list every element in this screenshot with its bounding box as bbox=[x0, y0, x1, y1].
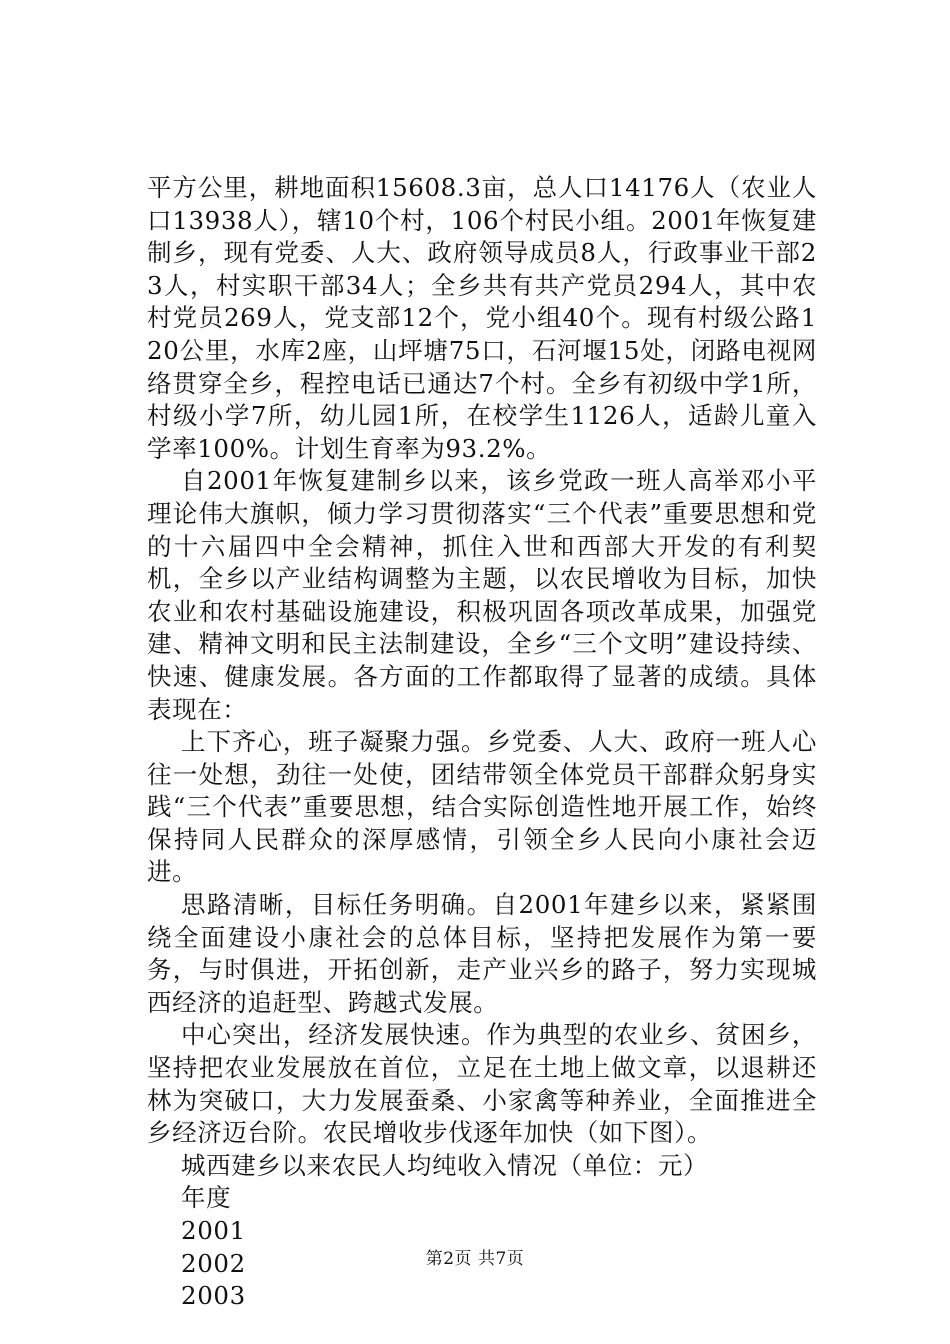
page-footer: 第2页 共7页 bbox=[425, 1249, 525, 1269]
document-body bbox=[147, 172, 817, 1313]
table-caption: 城西建乡以来农民人均纯收入情况（单位：元） bbox=[181, 1150, 709, 1180]
paragraph-unity: 上下齐心，班子凝聚力强。乡党委、人大、政府一班人心往一处想，劲往一处使，团结带领全体党员干部群众躬身实践“三个代表”重要思想，结合实际创造性地开展工作，始终保持同人民群众的深厚感情，引领全乡人民向小康社会迈进。 bbox=[147, 727, 817, 887]
table-year-row: 2002 bbox=[181, 1248, 246, 1278]
table-header-year: 年度 bbox=[181, 1183, 232, 1213]
paragraph-overview: 自2001年恢复建制乡以来，该乡党政一班人高举邓小平理论伟大旗帜，倾力学习贯彻落实“三个代表”重要思想和党的十六届四中全会精神，抓住入世和西部大开发的有利契机，全乡以产业结构调整为主题，以农民增收为目标，加快农业和农村基础设施建设，积极巩固各项改革成果，加强党建、精神文明和民主法制建设，全乡“三个文明”建设持续、快速、健康发展。各方面的工作都取得了显著的成绩。具体表现在： bbox=[147, 466, 817, 724]
table-year-row: 2001 bbox=[181, 1216, 246, 1245]
paragraph-goals: 思路清晰，目标任务明确。自2001年建乡以来，紧紧围绕全面建设小康社会的总体目标，坚持把发展作为第一要务，与时俱进，开拓创新，走产业兴乡的路子，努力实现城西经济的追赶型、跨越式发展。 bbox=[147, 890, 817, 1017]
paragraph-economy: 中心突出，经济发展快速。作为典型的农业乡、贫困乡，坚持把农业发展放在首位，立足在土地上做文章，以退耕还林为突破口，大力发展蚕桑、小家禽等种养业，全面推进全乡经济迈台阶。农民增收步伐逐年加快（如下图）。 bbox=[147, 1020, 817, 1148]
table-year-row: 2003 bbox=[181, 1281, 246, 1311]
paragraph-statistics: 平方公里，耕地面积15608.3亩，总人口14176人（农业人口13938人），辖10个村，106个村民小组。2001年恢复建制乡，现有党委、人大、政府领导成员8人，行政事业干部23人，村实职干部34人；全乡共有共产党员294人，其中农村党员269人，党支部12个，党小组40个。现有村级公路120公里，水库2座，山坪塘75口，石河堰15处，闭路电视网络贯穿全乡，程控电话已通达7个村。全乡有初级中学1所，村级小学7所，幼儿园1所，在校学生1126人，适龄儿童入学率100%。计划生育率为93.2%。 bbox=[147, 173, 817, 463]
